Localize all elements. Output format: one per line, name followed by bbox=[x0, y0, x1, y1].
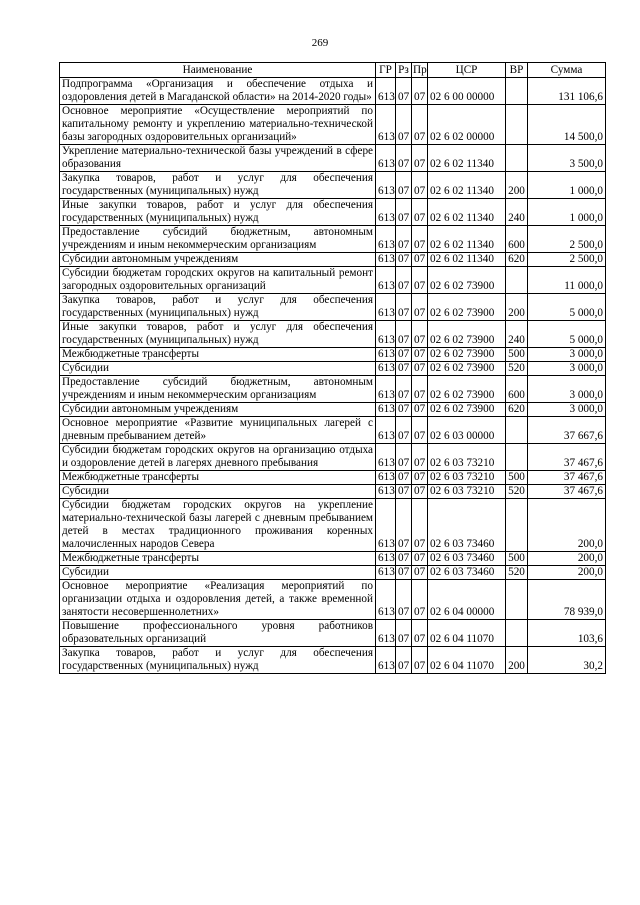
header-sum: Сумма bbox=[528, 63, 606, 78]
cell-gr: 613 bbox=[376, 105, 396, 145]
cell-gr: 613 bbox=[376, 267, 396, 294]
table-row bbox=[60, 552, 606, 566]
cell-vr: 200 bbox=[506, 294, 528, 321]
cell-pr: 07 bbox=[412, 321, 428, 348]
cell-rz: 07 bbox=[396, 580, 412, 620]
table-row bbox=[60, 362, 606, 376]
header-pr: Пр bbox=[413, 63, 427, 76]
cell-sum: 37 467,6 bbox=[528, 444, 606, 471]
cell-name: Межбюджетные трансферты bbox=[60, 552, 376, 566]
cell-vr: 520 bbox=[506, 362, 528, 376]
cell-gr: 613 bbox=[376, 78, 396, 105]
cell-vr: 240 bbox=[506, 199, 528, 226]
cell-vr: 520 bbox=[506, 566, 528, 580]
cell-csr: 02 6 02 73900 bbox=[428, 294, 506, 321]
cell-sum: 131 106,6 bbox=[528, 78, 606, 105]
cell-gr: 613 bbox=[376, 145, 396, 172]
cell-sum: 3 000,0 bbox=[528, 403, 606, 417]
cell-vr: 600 bbox=[506, 376, 528, 403]
cell-pr: 07 bbox=[412, 172, 428, 199]
cell-rz: 07 bbox=[396, 471, 412, 485]
cell-gr: 613 bbox=[376, 403, 396, 417]
cell-rz: 07 bbox=[396, 226, 412, 253]
table-row bbox=[60, 294, 606, 321]
cell-sum: 3 000,0 bbox=[528, 376, 606, 403]
table-row bbox=[60, 199, 606, 226]
cell-pr: 07 bbox=[412, 145, 428, 172]
cell-vr bbox=[506, 499, 528, 552]
cell-pr: 07 bbox=[412, 226, 428, 253]
cell-csr: 02 6 02 11340 bbox=[428, 145, 506, 172]
cell-rz: 07 bbox=[396, 321, 412, 348]
cell-gr: 613 bbox=[376, 444, 396, 471]
cell-sum: 3 500,0 bbox=[528, 145, 606, 172]
cell-csr: 02 6 02 11340 bbox=[428, 226, 506, 253]
cell-rz: 07 bbox=[396, 376, 412, 403]
cell-rz: 07 bbox=[396, 294, 412, 321]
cell-name: Основное мероприятие «Развитие муниципальных лагерей с дневным пребыванием детей» bbox=[60, 417, 376, 444]
cell-gr: 613 bbox=[376, 417, 396, 444]
cell-name: Субсидии бюджетам городских округов на организацию отдыха и оздоровление детей в лагерях дневного пребывания bbox=[60, 444, 376, 471]
cell-csr: 02 6 02 73900 bbox=[428, 321, 506, 348]
cell-vr: 600 bbox=[506, 226, 528, 253]
cell-rz: 07 bbox=[396, 485, 412, 499]
table-row bbox=[60, 566, 606, 580]
cell-pr: 07 bbox=[412, 566, 428, 580]
cell-gr: 613 bbox=[376, 471, 396, 485]
cell-rz: 07 bbox=[396, 499, 412, 552]
table-row bbox=[60, 253, 606, 267]
cell-csr: 02 6 02 73900 bbox=[428, 362, 506, 376]
cell-vr bbox=[506, 620, 528, 647]
cell-rz: 07 bbox=[396, 403, 412, 417]
cell-sum: 200,0 bbox=[528, 499, 606, 552]
cell-sum: 11 000,0 bbox=[528, 267, 606, 294]
cell-vr: 200 bbox=[506, 647, 528, 674]
cell-name: Межбюджетные трансферты bbox=[60, 348, 376, 362]
cell-rz: 07 bbox=[396, 199, 412, 226]
cell-pr: 07 bbox=[412, 552, 428, 566]
cell-pr: 07 bbox=[412, 253, 428, 267]
cell-rz: 07 bbox=[396, 417, 412, 444]
cell-csr: 02 6 03 73460 bbox=[428, 499, 506, 552]
cell-csr: 02 6 02 11340 bbox=[428, 253, 506, 267]
cell-name: Субсидии bbox=[60, 566, 376, 580]
cell-name: Предоставление субсидий бюджетным, автономным учреждениям и иным некоммерческим организациям bbox=[60, 376, 376, 403]
cell-pr: 07 bbox=[412, 403, 428, 417]
cell-sum: 37 467,6 bbox=[528, 471, 606, 485]
cell-vr: 240 bbox=[506, 321, 528, 348]
cell-gr: 613 bbox=[376, 620, 396, 647]
cell-name: Субсидии бюджетам городских округов на укрепление материально-технической базы лагерей с дневным пребыванием детей в местах традиционного проживания коренных малочисленных народов Севера bbox=[60, 499, 376, 552]
cell-name: Укрепление материально-технической базы учреждений в сфере образования bbox=[60, 145, 376, 172]
cell-name: Закупка товаров, работ и услуг для обеспечения государственных (муниципальных) нужд bbox=[60, 172, 376, 199]
cell-gr: 613 bbox=[376, 362, 396, 376]
cell-gr: 613 bbox=[376, 647, 396, 674]
cell-csr: 02 6 03 73460 bbox=[428, 552, 506, 566]
cell-pr: 07 bbox=[412, 485, 428, 499]
cell-csr: 02 6 04 00000 bbox=[428, 580, 506, 620]
cell-rz: 07 bbox=[396, 444, 412, 471]
cell-name: Иные закупки товаров, работ и услуг для обеспечения государственных (муниципальных) нужд bbox=[60, 199, 376, 226]
cell-name: Повышение профессионального уровня работников образовательных организаций bbox=[60, 620, 376, 647]
cell-name: Основное мероприятие «Реализация мероприятий по организации отдыха и оздоровления детей, а также временной занятости несовершеннолетних» bbox=[60, 580, 376, 620]
table-row bbox=[60, 105, 606, 145]
cell-pr: 07 bbox=[412, 267, 428, 294]
cell-name: Межбюджетные трансферты bbox=[60, 471, 376, 485]
cell-pr: 07 bbox=[412, 105, 428, 145]
table-row bbox=[60, 499, 606, 552]
cell-vr bbox=[506, 145, 528, 172]
cell-sum: 2 500,0 bbox=[528, 253, 606, 267]
cell-rz: 07 bbox=[396, 348, 412, 362]
table-row bbox=[60, 580, 606, 620]
cell-rz: 07 bbox=[396, 620, 412, 647]
cell-gr: 613 bbox=[376, 253, 396, 267]
header-rz: Рз bbox=[396, 63, 412, 78]
cell-pr: 07 bbox=[412, 444, 428, 471]
table-row bbox=[60, 417, 606, 444]
cell-gr: 613 bbox=[376, 376, 396, 403]
cell-pr: 07 bbox=[412, 471, 428, 485]
table-row bbox=[60, 172, 606, 199]
cell-pr: 07 bbox=[412, 294, 428, 321]
cell-vr bbox=[506, 105, 528, 145]
cell-sum: 2 500,0 bbox=[528, 226, 606, 253]
cell-gr: 613 bbox=[376, 552, 396, 566]
cell-vr bbox=[506, 267, 528, 294]
cell-name: Закупка товаров, работ и услуг для обеспечения государственных (муниципальных) нужд bbox=[60, 294, 376, 321]
cell-name: Субсидии bbox=[60, 485, 376, 499]
cell-sum: 30,2 bbox=[528, 647, 606, 674]
table-body bbox=[60, 78, 606, 674]
cell-csr: 02 6 02 11340 bbox=[428, 199, 506, 226]
cell-rz: 07 bbox=[396, 267, 412, 294]
table-row bbox=[60, 348, 606, 362]
cell-csr: 02 6 03 73210 bbox=[428, 444, 506, 471]
cell-name: Иные закупки товаров, работ и услуг для обеспечения государственных (муниципальных) нужд bbox=[60, 321, 376, 348]
cell-vr bbox=[506, 444, 528, 471]
cell-pr: 07 bbox=[412, 647, 428, 674]
cell-vr: 500 bbox=[506, 348, 528, 362]
table-row bbox=[60, 471, 606, 485]
table-row bbox=[60, 403, 606, 417]
cell-gr: 613 bbox=[376, 485, 396, 499]
cell-csr: 02 6 00 00000 bbox=[428, 78, 506, 105]
cell-pr: 07 bbox=[412, 417, 428, 444]
cell-vr: 200 bbox=[506, 172, 528, 199]
cell-pr: 07 bbox=[412, 499, 428, 552]
cell-vr: 620 bbox=[506, 403, 528, 417]
cell-rz: 07 bbox=[396, 362, 412, 376]
cell-vr: 620 bbox=[506, 253, 528, 267]
cell-rz: 07 bbox=[396, 172, 412, 199]
cell-name: Подпрограмма «Организация и обеспечение отдыха и оздоровления детей в Магаданской области» на 2014-2020 годы» bbox=[60, 78, 376, 105]
cell-rz: 07 bbox=[396, 552, 412, 566]
cell-pr: 07 bbox=[412, 199, 428, 226]
cell-pr: 07 bbox=[412, 348, 428, 362]
cell-csr: 02 6 02 73900 bbox=[428, 403, 506, 417]
table-header-row bbox=[60, 63, 606, 78]
cell-rz: 07 bbox=[396, 253, 412, 267]
cell-sum: 103,6 bbox=[528, 620, 606, 647]
cell-vr: 500 bbox=[506, 471, 528, 485]
table-row bbox=[60, 647, 606, 674]
cell-csr: 02 6 03 00000 bbox=[428, 417, 506, 444]
cell-rz: 07 bbox=[396, 105, 412, 145]
cell-gr: 613 bbox=[376, 172, 396, 199]
table-row bbox=[60, 485, 606, 499]
cell-pr: 07 bbox=[412, 362, 428, 376]
header-name: Наименование bbox=[60, 63, 376, 78]
cell-pr: 07 bbox=[412, 620, 428, 647]
cell-csr: 02 6 02 73900 bbox=[428, 376, 506, 403]
cell-vr bbox=[506, 417, 528, 444]
cell-name: Субсидии автономным учреждениям bbox=[60, 403, 376, 417]
cell-gr: 613 bbox=[376, 321, 396, 348]
cell-sum: 200,0 bbox=[528, 566, 606, 580]
cell-sum: 3 000,0 bbox=[528, 348, 606, 362]
cell-name: Субсидии автономным учреждениям bbox=[60, 253, 376, 267]
cell-rz: 07 bbox=[396, 647, 412, 674]
cell-csr: 02 6 03 73210 bbox=[428, 471, 506, 485]
cell-gr: 613 bbox=[376, 566, 396, 580]
cell-gr: 613 bbox=[376, 199, 396, 226]
cell-vr bbox=[506, 78, 528, 105]
cell-sum: 3 000,0 bbox=[528, 362, 606, 376]
table-row bbox=[60, 267, 606, 294]
cell-name: Закупка товаров, работ и услуг для обеспечения государственных (муниципальных) нужд bbox=[60, 647, 376, 674]
table-row bbox=[60, 321, 606, 348]
cell-sum: 200,0 bbox=[528, 552, 606, 566]
cell-sum: 37 667,6 bbox=[528, 417, 606, 444]
cell-vr: 500 bbox=[506, 552, 528, 566]
table-row bbox=[60, 78, 606, 105]
cell-sum: 1 000,0 bbox=[528, 172, 606, 199]
cell-name: Предоставление субсидий бюджетным, автономным учреждениям и иным некоммерческим организациям bbox=[60, 226, 376, 253]
table-row bbox=[60, 444, 606, 471]
cell-rz: 07 bbox=[396, 145, 412, 172]
cell-gr: 613 bbox=[376, 499, 396, 552]
header-vr: ВР bbox=[506, 63, 528, 78]
table-row bbox=[60, 376, 606, 403]
cell-gr: 613 bbox=[376, 226, 396, 253]
cell-sum: 78 939,0 bbox=[528, 580, 606, 620]
cell-sum: 5 000,0 bbox=[528, 294, 606, 321]
budget-table bbox=[59, 62, 606, 674]
cell-rz: 07 bbox=[396, 566, 412, 580]
cell-rz: 07 bbox=[396, 78, 412, 105]
cell-gr: 613 bbox=[376, 294, 396, 321]
cell-sum: 14 500,0 bbox=[528, 105, 606, 145]
cell-csr: 02 6 02 11340 bbox=[428, 172, 506, 199]
table-row bbox=[60, 226, 606, 253]
cell-gr: 613 bbox=[376, 580, 396, 620]
cell-sum: 1 000,0 bbox=[528, 199, 606, 226]
cell-csr: 02 6 03 73210 bbox=[428, 485, 506, 499]
cell-vr bbox=[506, 580, 528, 620]
cell-sum: 37 467,6 bbox=[528, 485, 606, 499]
cell-csr: 02 6 03 73460 bbox=[428, 566, 506, 580]
cell-name: Основное мероприятие «Осуществление мероприятий по капитальному ремонту и укреплению материально-технической базы загородных оздоровительных организаций» bbox=[60, 105, 376, 145]
cell-pr: 07 bbox=[412, 376, 428, 403]
cell-vr: 520 bbox=[506, 485, 528, 499]
table-row bbox=[60, 145, 606, 172]
header-csr: ЦСР bbox=[428, 63, 506, 78]
cell-pr: 07 bbox=[412, 78, 428, 105]
header-gr: ГР bbox=[376, 63, 396, 78]
cell-name: Субсидии бюджетам городских округов на капитальный ремонт загородных оздоровительных организаций bbox=[60, 267, 376, 294]
cell-gr: 613 bbox=[376, 348, 396, 362]
cell-csr: 02 6 04 11070 bbox=[428, 620, 506, 647]
table-row bbox=[60, 620, 606, 647]
cell-sum: 5 000,0 bbox=[528, 321, 606, 348]
cell-csr: 02 6 02 73900 bbox=[428, 267, 506, 294]
page-number: 269 bbox=[311, 37, 329, 49]
cell-csr: 02 6 02 73900 bbox=[428, 348, 506, 362]
cell-name: Субсидии bbox=[60, 362, 376, 376]
cell-pr: 07 bbox=[412, 580, 428, 620]
cell-csr: 02 6 04 11070 bbox=[428, 647, 506, 674]
cell-csr: 02 6 02 00000 bbox=[428, 105, 506, 145]
